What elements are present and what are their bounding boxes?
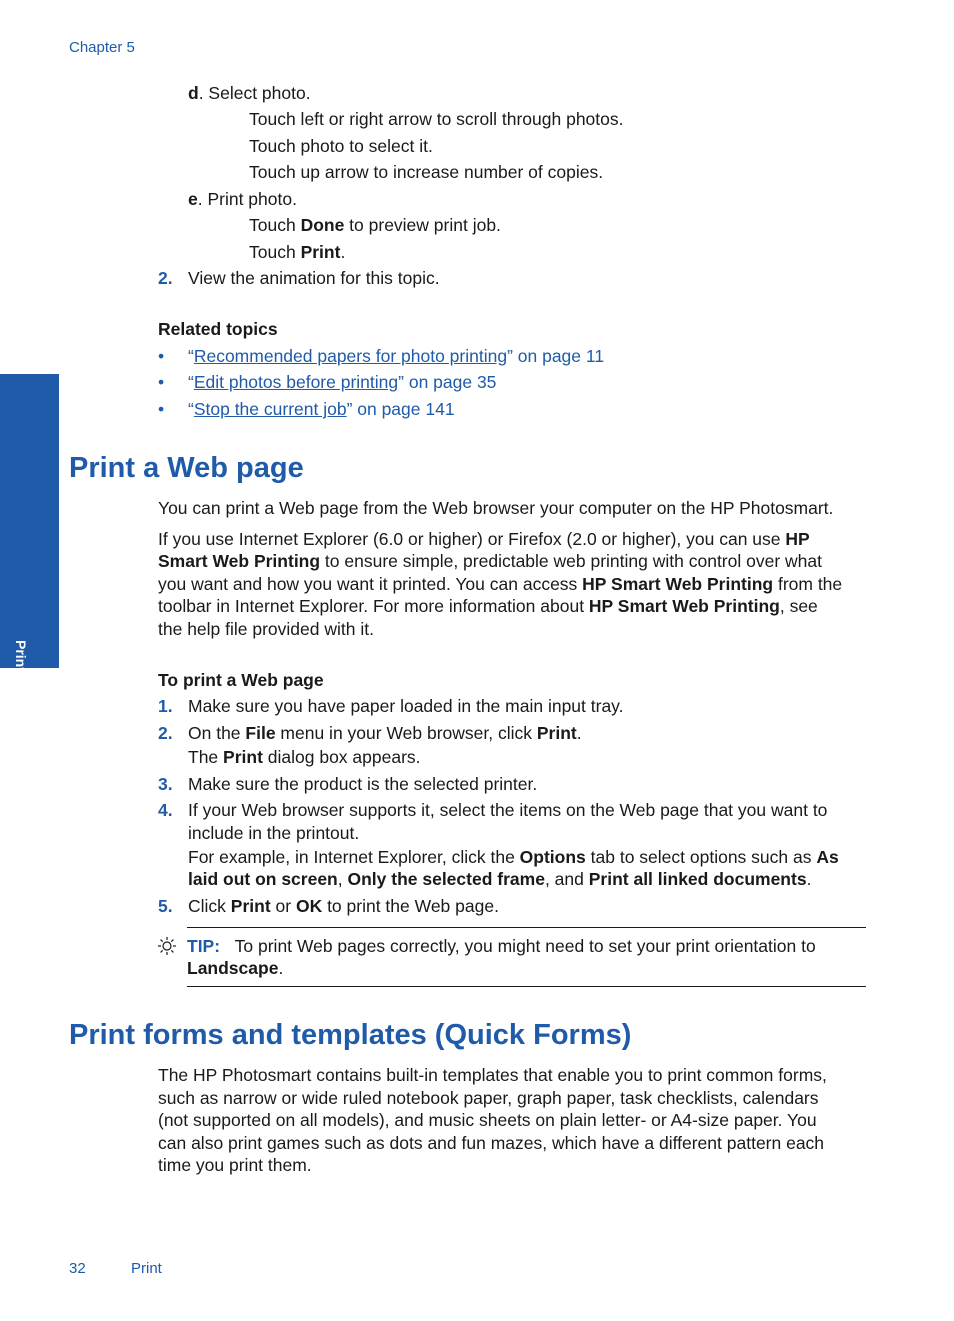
step-number: 2. [158, 723, 173, 743]
step-1-text: Make sure you have paper loaded in the main input tray. [188, 696, 624, 716]
web-para-line-1: If you use Internet Explorer (6.0 or higher) or Firefox (2.0 or higher), you can use HP [158, 529, 810, 549]
lightbulb-icon [157, 936, 177, 956]
step-4-line-2: include in the printout. [188, 823, 360, 843]
link-edit-photos[interactable]: Edit photos before printing [193, 372, 399, 392]
substep-d-line-1: Touch left or right arrow to scroll through photos. [249, 109, 624, 129]
substep-e: e. Print photo. [188, 189, 297, 209]
tip-rule-bottom [187, 986, 866, 987]
web-intro: You can print a Web page from the Web browser your computer on the HP Photosmart. [158, 498, 834, 518]
step-2-subtext: The Print dialog box appears. [188, 747, 421, 767]
side-tab [0, 374, 59, 668]
web-para-line-5: the help file provided with it. [158, 619, 374, 639]
section-title-forms: Print forms and templates (Quick Forms) [69, 1019, 632, 1051]
step-text: View the animation for this topic. [188, 268, 440, 288]
bullet: • [158, 399, 165, 419]
tip-line-2: Landscape. [187, 958, 284, 978]
link-stop-current-job[interactable]: Stop the current job [193, 399, 347, 419]
step-2-text: On the File menu in your Web browser, click Print. [188, 723, 582, 743]
step-4-line-1: If your Web browser supports it, select the items on the Web page that you want to [188, 800, 828, 820]
chapter-label: Chapter 5 [69, 39, 135, 56]
page-number: 32 [69, 1260, 86, 1277]
tip-line-1: TIP: To print Web pages correctly, you might need to set your print orientation to [187, 936, 816, 956]
step-number: 4. [158, 800, 173, 820]
web-para-line-4: toolbar in Internet Explorer. For more information about HP Smart Web Printing, see [158, 596, 818, 616]
web-para-line-2: Smart Web Printing to ensure simple, predictable web printing with control over what [158, 551, 822, 571]
step-4-sub-line-2: laid out on screen, Only the selected frame, and Print all linked documents. [188, 869, 812, 889]
forms-para-line-1: The HP Photosmart contains built-in templates that enable you to print common forms, [158, 1065, 827, 1085]
step-number: 2. [158, 268, 173, 288]
tip-label: TIP: [187, 936, 221, 956]
section-title-web: Print a Web page [69, 452, 304, 484]
substep-d-line-3: Touch up arrow to increase number of copies. [249, 162, 604, 182]
substep-e-line-2: Touch Print. [249, 242, 346, 262]
substep-d-line-2: Touch photo to select it. [249, 136, 433, 156]
forms-para-line-4: can also print games such as dots and fun mazes, which have a different pattern each [158, 1133, 825, 1153]
substep-e-line-1: Touch Done to preview print job. [249, 215, 501, 235]
web-para-line-3: you want and how you want it printed. You can access HP Smart Web Printing from the [158, 574, 843, 594]
side-tab-label: Print [13, 640, 29, 672]
forms-para-line-2: such as narrow or wide ruled notebook paper, graph paper, task checklists, calendars [158, 1088, 819, 1108]
forms-para-line-5: time you print them. [158, 1155, 312, 1175]
related-item-3: “Stop the current job” on page 141 [188, 399, 455, 419]
forms-para-line-3: (not supported on all models), and music sheets on plain letter- or A4-size paper. You [158, 1110, 817, 1130]
substep-d: d. Select photo. [188, 83, 311, 103]
step-5-text: Click Print or OK to print the Web page. [188, 896, 499, 916]
link-recommended-papers[interactable]: Recommended papers for photo printing [193, 346, 508, 366]
step-3-text: Make sure the product is the selected printer. [188, 774, 538, 794]
related-item-2: “Edit photos before printing” on page 35 [188, 372, 497, 392]
step-number: 1. [158, 696, 173, 716]
related-item-1: “Recommended papers for photo printing” on page 11 [188, 346, 605, 366]
bullet: • [158, 372, 165, 392]
related-topics-heading: Related topics [158, 319, 278, 339]
tip-rule-top [187, 927, 866, 928]
step-number: 5. [158, 896, 173, 916]
footer-section: Print [131, 1260, 162, 1277]
procedure-heading: To print a Web page [158, 670, 324, 690]
step-4-sub-line-1: For example, in Internet Explorer, click the Options tab to select options such as As [188, 847, 839, 867]
step-number: 3. [158, 774, 173, 794]
bullet: • [158, 346, 165, 366]
